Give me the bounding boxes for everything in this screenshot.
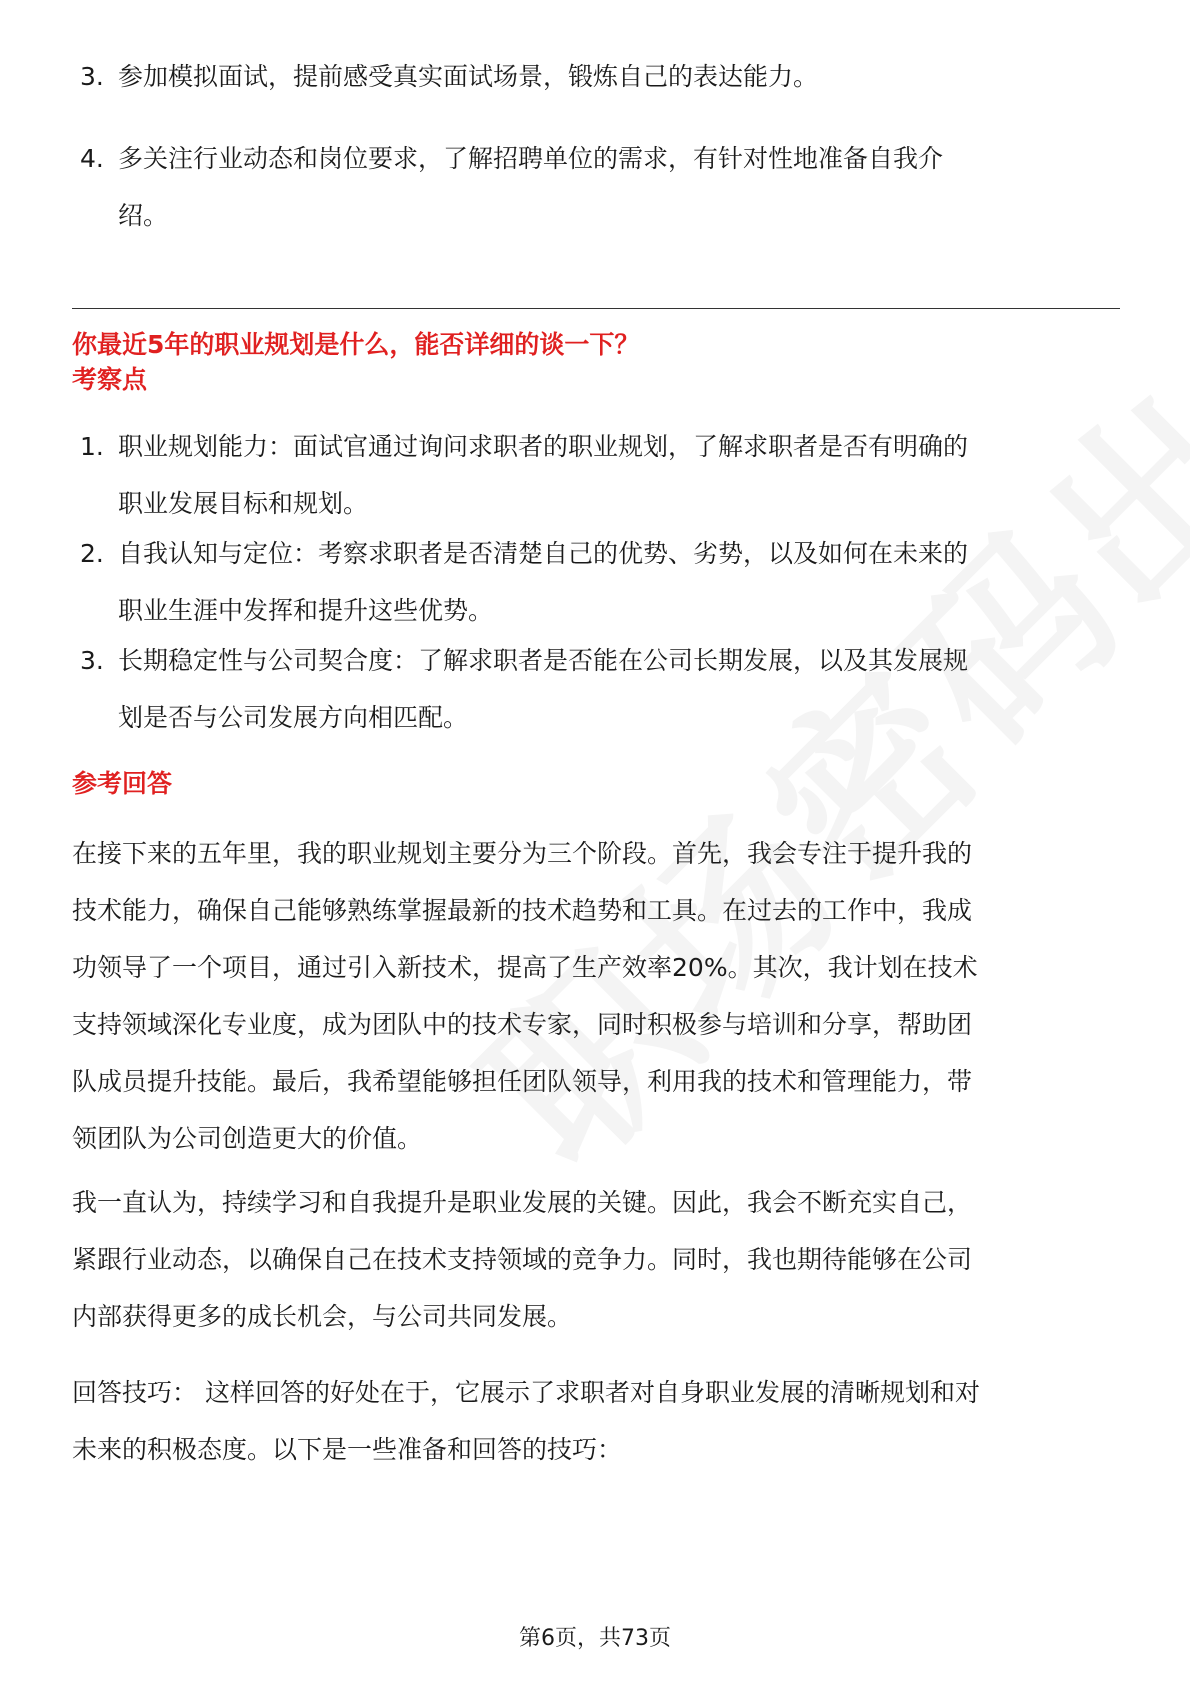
paragraph-line: 在接下来的五年里，我的职业规划主要分为三个阶段。首先，我会专注于提升我的: [72, 839, 973, 868]
list-line: 长期稳定性与公司契合度：了解求职者是否能在公司长期发展，以及其发展规: [118, 646, 969, 675]
list-number: 4.: [80, 144, 104, 173]
list-line: 职业生涯中发挥和提升这些优势。: [118, 596, 494, 625]
list-line: 职业规划能力：面试官通过询问求职者的职业规划，了解求职者是否有明确的: [118, 432, 969, 461]
answer-label: 参考回答: [72, 769, 173, 798]
paragraph-line: 紧跟行业动态，以确保自己在技术支持领域的竞争力。同时，我也期待能够在公司: [72, 1245, 973, 1274]
list-number: 3.: [80, 646, 104, 675]
paragraph-line: 回答技巧： 这样回答的好处在于，它展示了求职者对自身职业发展的清晰规划和对: [72, 1378, 980, 1407]
list-line: 参加模拟面试，提前感受真实面试场景，锻炼自己的表达能力。: [118, 62, 819, 91]
answer-paragraph: [72, 1174, 1122, 1345]
focus-label: 考察点: [72, 365, 148, 394]
answer-paragraph: [72, 825, 1122, 1167]
list-text: [118, 525, 1058, 639]
section-divider: [72, 308, 1120, 309]
list-text: [118, 632, 1058, 746]
list-text: [118, 418, 1058, 532]
paragraph-line: 功领导了一个项目，通过引入新技术，提高了生产效率20%。其次，我计划在技术: [72, 953, 978, 982]
paragraph-line: 队成员提升技能。最后，我希望能够担任团队领导，利用我的技术和管理能力，带: [72, 1067, 973, 1096]
tips-paragraph: [72, 1364, 1122, 1478]
list-number: 3.: [80, 62, 104, 91]
list-line: 划是否与公司发展方向相匹配。: [118, 703, 469, 732]
list-line: 多关注行业动态和岗位要求，了解招聘单位的需求，有针对性地准备自我介: [118, 144, 944, 173]
paragraph-line: 我一直认为，持续学习和自我提升是职业发展的关键。因此，我会不断充实自己，: [72, 1188, 973, 1217]
list-line: 绍。: [118, 201, 169, 230]
list-number: 2.: [80, 539, 104, 568]
paragraph-line: 技术能力，确保自己能够熟练掌握最新的技术趋势和工具。在过去的工作中，我成: [72, 896, 973, 925]
list-text: [118, 130, 1058, 244]
list-line: 职业发展目标和规划。: [118, 489, 369, 518]
paragraph-line: 未来的积极态度。以下是一些准备和回答的技巧：: [72, 1435, 623, 1464]
list-number: 1.: [80, 432, 104, 461]
list-line: 自我认知与定位：考察求职者是否清楚自己的优势、劣势，以及如何在未来的: [118, 539, 969, 568]
page-footer: 第6页，共73页: [519, 1626, 671, 1651]
list-text: [118, 48, 1058, 105]
question-heading: 你最近5年的职业规划是什么，能否详细的谈一下？: [72, 330, 640, 359]
paragraph-line: 内部获得更多的成长机会，与公司共同发展。: [72, 1302, 573, 1331]
paragraph-line: 领团队为公司创造更大的价值。: [72, 1124, 423, 1153]
paragraph-line: 支持领域深化专业度，成为团队中的技术专家，同时积极参与培训和分享，帮助团: [72, 1010, 973, 1039]
